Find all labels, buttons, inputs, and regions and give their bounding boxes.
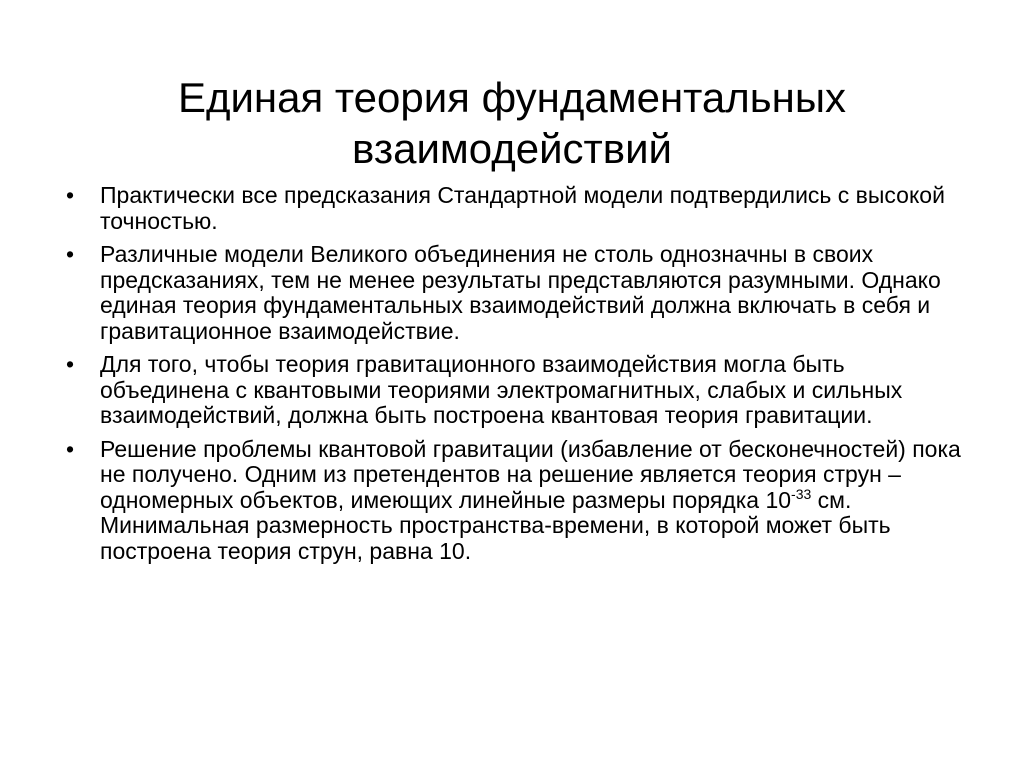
slide-title-line-1: Единая теория фундаментальных	[177, 74, 847, 122]
bullet-marker: •	[65, 241, 75, 267]
bullet-item	[60, 183, 980, 234]
bullet-marker: •	[65, 351, 75, 377]
bullet-marker: •	[65, 182, 75, 208]
slide-title-line-2: взаимодействий	[351, 125, 673, 173]
bullet-item	[60, 352, 980, 429]
slide-title	[60, 72, 964, 174]
bullet-text: Для того, чтобы теория гравитационного взаимодействия могла быть объединена с квантовыми теориями электромагнитных, слабых и сильных взаимодействий, должна быть построена квантовая теория гравитации.	[100, 351, 903, 428]
bullet-text-part-2: см. Минимальная размерность пространства-времени, в которой может быть построена теория струн, равна 10.	[100, 486, 891, 564]
bullet-item	[60, 242, 980, 344]
bullet-list	[60, 183, 980, 572]
bullet-marker: •	[65, 435, 75, 462]
bullet-text-part-1: Решение проблемы квантовой гравитации (избавление от бесконечностей) пока не получено. Одним из претендентов на решение является теория струн – одномерных объектов, имеющих линейные размеры порядка 10	[100, 435, 961, 513]
bullet-text: Практически все предсказания Стандартной модели подтвердились с высокой точностью.	[100, 182, 945, 234]
exponent-superscript: -33	[791, 485, 812, 502]
bullet-text: Различные модели Великого объединения не столь однозначны в своих предсказаниях, тем не менее результаты представляются разумными. Однако единая теория фундаментальных взаимодействий должна включать в себя и гравитационное взаимодействие.	[100, 241, 941, 344]
bullet-item	[60, 437, 980, 565]
